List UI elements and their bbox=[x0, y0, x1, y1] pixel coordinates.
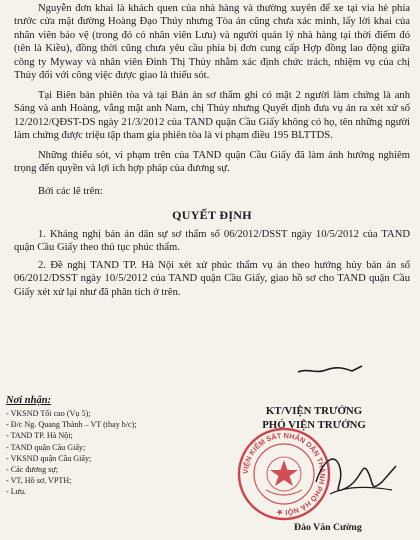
paragraph-3: Những thiếu sót, vi phạm trên của TAND quận Cầu Giấy đã làm ảnh hưởng nghiêm trọng đến quyền và lợi ích hợp pháp của đương sự. bbox=[14, 150, 410, 175]
recipients-title: Nơi nhận: bbox=[6, 395, 52, 406]
paragraph-1: Nguyễn đơn khai là khách quen của nhà hàng và thường xuyên để xe tại vỉa hè phía trước cửa mặt đường Hoàng Đạo Thúy nhưng Tòa án cũng chưa xác minh, lấy lời khai của nhân viên bảo vệ (trong đó có nhân viên Lưu) và người quản lý nhà hàng tại thời điểm đó (tên là Kiều), đồng thời cũng chưa yêu cầu phía bị đơn cung cấp Hợp đồng lao động giữa công ty Myway và nhân viên Đinh Thị Thủy nhằm xác định chức trách, nhiệm vụ của chị Thủy đối với công việc được giao là thiếu sót. bbox=[14, 3, 410, 82]
signer-role-line-2: PHÓ VIỆN TRƯỞNG bbox=[262, 419, 366, 431]
decision-heading: QUYẾT ĐỊNH bbox=[172, 207, 252, 222]
signer-name: Đào Văn Cường bbox=[294, 522, 362, 533]
recipient-item: - Lưu. bbox=[6, 487, 27, 497]
handwritten-underline-mark bbox=[296, 362, 366, 378]
recipients-list bbox=[6, 408, 206, 498]
handwritten-signature bbox=[310, 438, 402, 508]
recipient-item: - VKSND Tối cao (Vụ 5); bbox=[6, 409, 91, 418]
recipient-item: - Đ/c Ng. Quang Thành – VT (thay b/c); bbox=[6, 420, 137, 430]
recipients-block bbox=[6, 395, 206, 498]
recipient-item: - VKSND quận Cầu Giấy; bbox=[6, 453, 92, 463]
svg-text:VIỆN KIỂM SÁT NHÂN DÂN THÀNH P: VIỆN KIỂM SÁT NHÂN DÂN THÀNH PHỐ HÀ NỘI ★ bbox=[240, 430, 328, 518]
recipient-item: - TAND quận Cầu Giấy; bbox=[6, 442, 86, 452]
signature-block bbox=[218, 404, 410, 533]
recipient-item: - VT, Hồ sơ, VPTH; bbox=[6, 476, 72, 486]
greeting: Bởi các lẽ trên: bbox=[38, 185, 103, 197]
decision-item-2: 2. Đề nghị TAND TP. Hà Nội xét xử phúc thẩm vụ án theo hướng hủy bản án số 06/2012/DSST ngày 10/5/2012 của TAND quận Cầu Giấy, giao hồ sơ cho TAND quận Cầu Giấy xét xử lại như đã phân tích ở trên. bbox=[14, 259, 410, 298]
recipient-item: - TAND TP. Hà Nội; bbox=[6, 431, 73, 441]
recipient-item: - Các đương sự; bbox=[6, 465, 58, 475]
decision-item-1: 1. Kháng nghị bản án dân sự sơ thẩm số 06/2012/DSST ngày 10/5/2012 của TAND quận Cầu Giấy theo thủ tục phúc thẩm. bbox=[14, 228, 410, 254]
paragraph-2: Tại Biên bản phiên tòa và tại Bản án sơ thẩm ghi có mặt 2 người làm chứng là anh Sáng và anh Hoàng, vắng mặt anh Nam, chị Thủy nhưng Quyết định đưa vụ án ra xét xử số 12/2012/QĐST-DS ngày 21/3/2012 của TAND quận Cầu Giấy không có họ, tên những người làm chứng được triệu tập tham gia phiên tòa là vi phạm điều 195 BLTTDS. bbox=[14, 89, 410, 142]
document-body bbox=[14, 2, 410, 303]
signer-role-line-1: KT/VIỆN TRƯỞNG bbox=[265, 405, 363, 417]
